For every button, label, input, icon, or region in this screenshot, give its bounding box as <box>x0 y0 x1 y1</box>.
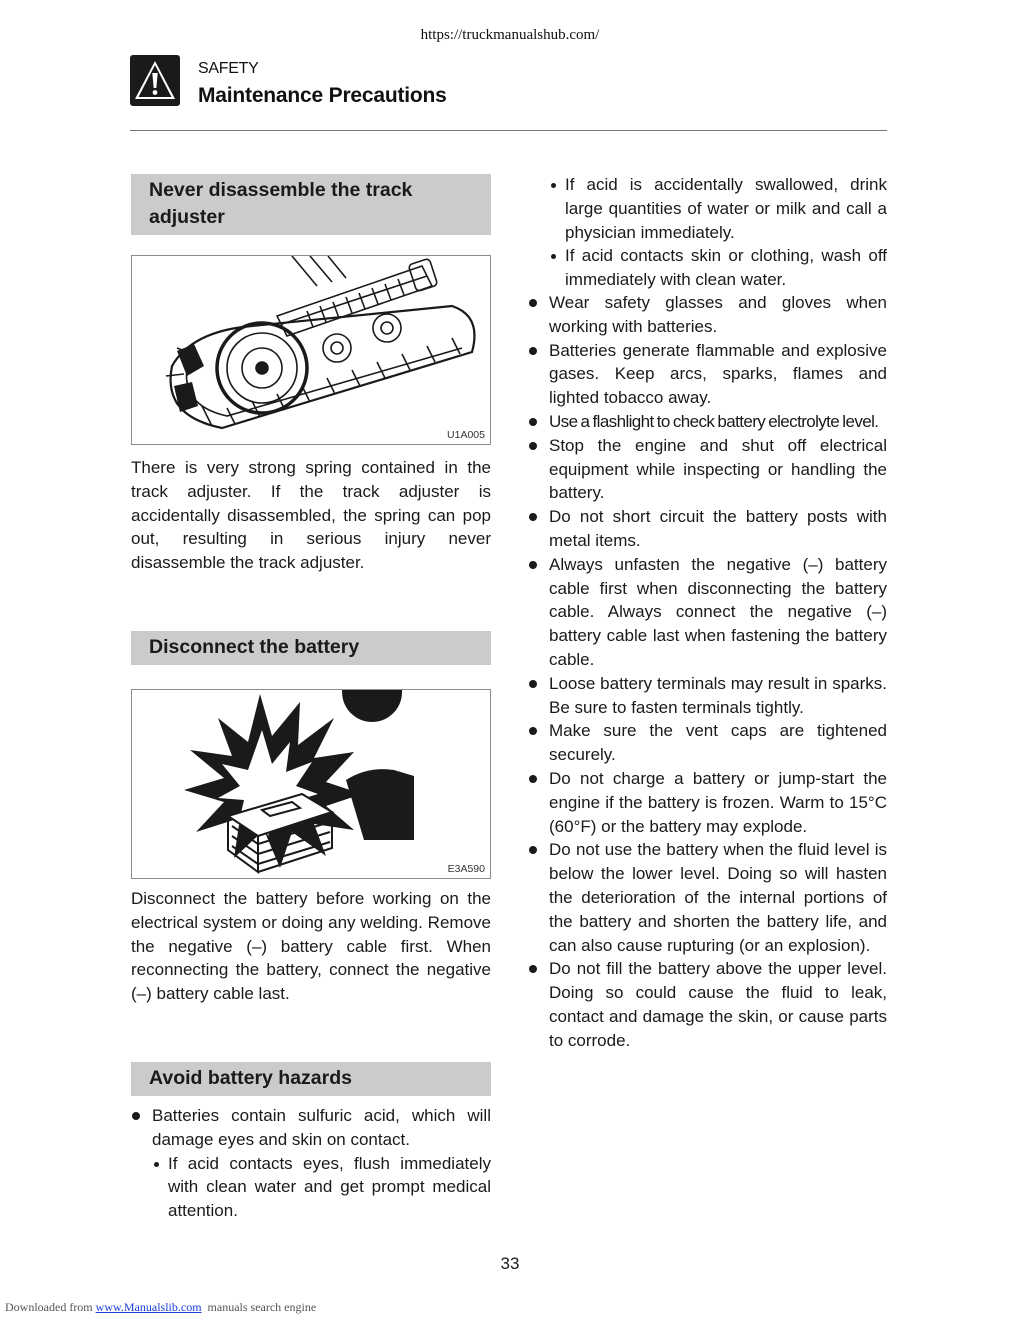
warning-triangle-icon <box>130 55 180 106</box>
list-item <box>528 434 887 505</box>
bullet-icon <box>529 442 537 450</box>
list-item <box>528 410 887 434</box>
bullet-icon <box>529 680 537 688</box>
sub-list-item <box>549 173 887 244</box>
figure-code: E3A590 <box>447 863 485 875</box>
sub-list-item <box>549 244 887 292</box>
heading-avoid-battery-hazards: Avoid battery hazards <box>131 1062 491 1096</box>
list-item <box>528 291 887 339</box>
battery-explosion-figure <box>131 689 491 879</box>
list-item-text: Do not short circuit the battery posts with metal items. <box>549 507 887 550</box>
sub-list-item-text: If acid contacts eyes, flush immediately with clean water and get prompt medical attention. <box>168 1153 491 1221</box>
footer-prefix: Downloaded from <box>5 1300 93 1314</box>
list-item <box>131 1104 491 1223</box>
list-item <box>528 838 887 957</box>
header-divider <box>130 130 887 131</box>
source-url: https://truckmanualshub.com/ <box>420 27 600 43</box>
heading-disconnect-battery: Disconnect the battery <box>131 631 491 665</box>
list-item-text: Loose battery terminals may result in sparks. Be sure to fasten terminals tightly. <box>549 673 887 717</box>
hazards-list-right <box>528 291 887 1053</box>
list-item-text: Always unfasten the negative (–) battery cable first when disconnecting the battery cable. Always connect the negative (–) battery cable last when fastening the battery cable. <box>549 554 887 669</box>
list-item-text: Do not fill the battery above the upper level. Doing so could cause the fluid to leak, contact and damage the skin, or cause parts to corrode. <box>549 959 887 1050</box>
hazards-sublist-right <box>549 173 887 292</box>
sub-bullet-icon <box>154 1162 159 1167</box>
sub-list-item-text: If acid contacts skin or clothing, wash off immediately with clean water. <box>565 246 887 290</box>
list-item-text: Batteries generate flammable and explosive gases. Keep arcs, sparks, flames and lighted tobacco away. <box>549 340 887 408</box>
figure-code: U1A005 <box>447 429 485 441</box>
bullet-icon <box>529 846 537 854</box>
sub-bullet-icon <box>551 183 556 188</box>
list-item-text: Do not use the battery when the fluid level is below the lower level. Doing so will hasten the deterioration of the internal portions of the battery and shorten the battery life, and can also cause rupturing (or an explosion). <box>549 840 887 955</box>
bullet-icon <box>529 561 537 569</box>
bullet-icon <box>529 513 537 521</box>
list-item <box>528 957 887 1052</box>
list-item-text: Batteries contain sulfuric acid, which will damage eyes and skin on contact. <box>152 1106 491 1149</box>
sub-bullet-icon <box>551 254 556 259</box>
disconnect-battery-text: Disconnect the battery before working on the electrical system or doing any welding. Remove the negative (–) battery cable first. When reconnecting the battery, connect the negative (–) battery cable last. <box>131 889 491 1004</box>
bullet-icon <box>529 727 537 735</box>
manualslib-link[interactable]: www.Manualslib.com <box>95 1300 202 1314</box>
sub-list-item <box>152 1152 491 1223</box>
section-label: SAFETY <box>198 60 259 77</box>
heading-track-adjuster: Never disassemble the track adjuster <box>131 174 491 235</box>
sub-list-item-text: If acid is accidentally swallowed, drink large quantities of water or milk and call a physician immediately. <box>565 175 887 242</box>
page-number: 33 <box>500 1254 520 1273</box>
download-footer <box>5 1300 316 1315</box>
list-item <box>528 719 887 767</box>
page-title: Maintenance Precautions <box>198 84 447 107</box>
bullet-icon <box>132 1112 140 1120</box>
bullet-icon <box>529 347 537 355</box>
list-item <box>528 767 887 838</box>
bullet-icon <box>529 418 537 426</box>
bullet-icon <box>529 775 537 783</box>
list-item <box>528 553 887 672</box>
battery-explosion-illustration <box>132 690 490 878</box>
hazards-list-left <box>131 1104 491 1223</box>
list-item-text: Use a flashlight to check battery electrolyte level. <box>549 411 879 431</box>
list-item-text: Stop the engine and shut off electrical equipment while inspecting or handling the battery. <box>549 435 887 503</box>
track-adjuster-figure <box>131 255 491 445</box>
list-item <box>528 339 887 410</box>
bullet-icon <box>529 299 537 307</box>
list-item <box>528 672 887 720</box>
track-adjuster-text: There is very strong spring contained in the track adjuster. If the track adjuster is accidentally disassembled, the spring can pop out, resulting in serious injury never disassemble the track adjuster. <box>131 458 491 573</box>
track-adjuster-illustration <box>132 256 490 444</box>
list-item-text: Wear safety glasses and gloves when working with batteries. <box>549 293 887 336</box>
list-item-text: Do not charge a battery or jump-start the engine if the battery is frozen. Warm to 15°C (60°F) or the battery may explode. <box>549 768 887 836</box>
bullet-icon <box>529 965 537 973</box>
list-item <box>528 505 887 553</box>
list-item-text: Make sure the vent caps are tightened securely. <box>549 721 887 765</box>
footer-suffix: manuals search engine <box>207 1300 317 1314</box>
